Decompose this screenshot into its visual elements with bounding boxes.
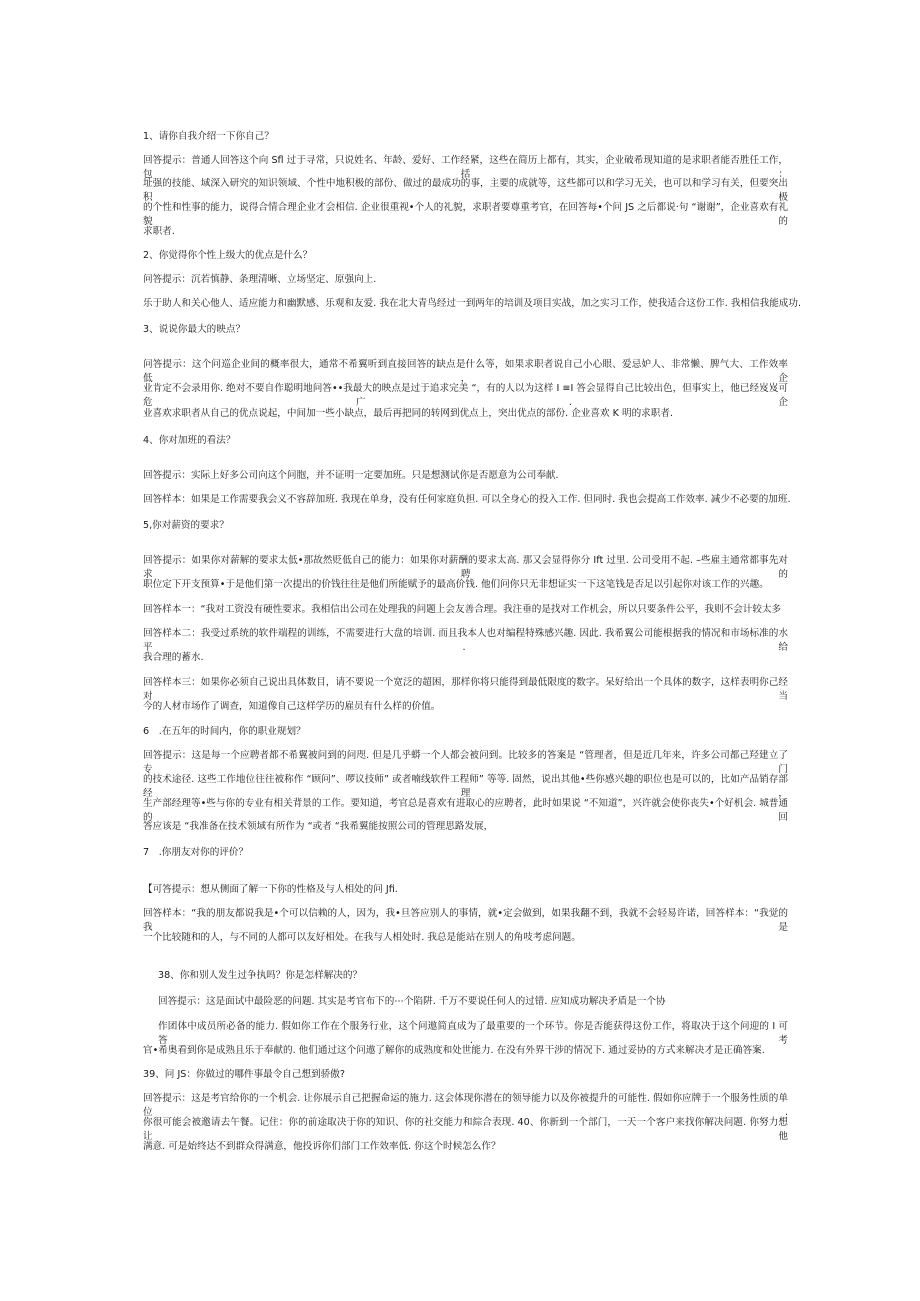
answer-line: 一个比较随和的人，与不同的人都可以友好相处。在我与人相处时. 我总是能站在别人的角吱考虑问题。 — [143, 932, 581, 943]
answer-line: 【可答提示：想从侧面了解一下你的性格及与人相处的问 Jfi. — [143, 884, 398, 895]
answer-line: 回答样本：“我的朋友都说我是•个可以信赖的人，因为，我•旦答应别人的事情，就•定会做到，如果我翻不到，我就不会轻易许诺，回答样本：“我觉的我是 — [143, 908, 788, 933]
question-3-heading: 3、说说你最大的映点？ — [143, 324, 246, 335]
answer-line: 回答提示：如果你对薪解的要求太低•那故然贬低自己的能力：如果你对薪酬的要求太高. 那又会显得你分 Ift 过里. 公司受用不起. –些雇主通常都事先对求聘的 — [143, 555, 788, 580]
answer-line: 生产部经理等•些与你的专业有相关背景的工作。要知道，考官总是喜欢有进取心的应聘者，此时如果说 “不知道”，兴许就会使你丧失•个好机会. 城普通的回 — [143, 798, 788, 823]
answer-line: 址强的技能、域深入研究的知识领域、个性中地积极的部份、做过的最成功的事，主要的成就等，这些都可以和学习无关，也可以和学习有关，但要突出积极 — [143, 178, 788, 203]
question-5-heading: 5,你对薪资的要求？ — [143, 520, 229, 531]
answer-line: 回答样本：如果是工作需要我会义不容辞加班. 我现在单身，没有任何家庭负担. 可以全身心的投入工作. 但同时. 我也会提高工作效率. 减少不必要的加班. — [143, 494, 791, 505]
answer-line: 回答提示：普通人回答这个向 Sfl 过于寻常，只说姓名、年龄、爱好、工作经紧，这些在简历上都有，其实，企业破希现知道的是求职者能否胜任工作，包括： — [143, 155, 788, 180]
question-39-heading: 39、问 JS：你做过的哪件事最令自己想到骄傲? — [143, 1069, 345, 1080]
answer-line: 的个性和性事的能力，说得合情合理企业才会相信. 企业很重视•个人的礼貌，求职者要尊重考官，在回答每•个问 JS 之后都说·句 “谢谢”，企业喜欢有礼貌的 — [143, 202, 788, 227]
answer-line: 问答提示：沉若慎静、条理清晰、立场坚定、原强向上. — [143, 274, 377, 285]
question-1-heading: 1、请你自我介绍一下你自己？ — [143, 131, 274, 142]
answer-line: 官•希奥看到你是成熟且乐于奉献的. 他们通过这个问遨了解你的成熟度和处世能力. 在没有外界干涉的情况下. 通过妥协的方式来解决才是正确答案. — [143, 1045, 765, 1056]
question-4-heading: 4、你对加班的看法？ — [143, 435, 236, 446]
answer-line: 你很可能会被邀请去午餐。记住：你的前途取决于你的知识、你的社交能力和綜合表现. 40、你新到一个部门，一天一个客户来找你解决问题. 你努力想让他 — [143, 1117, 788, 1142]
answer-line: 作团体中成员所必备的能力. 假如你工作在个服务行业，这个问遨简直成为了最重要的一个环节。你是否能获得这份工作，将取决于这个问迎的 I 可答. 考 — [158, 1021, 788, 1046]
answer-line: 职位定下开支预算•于是他们第一次提出的价钱往往是他们所能赋予的最高价钱. 他们问你只无非想证实一下这笔钱是否足以引起你对该工作的兴趣。 — [143, 579, 769, 590]
answer-line: 的技术途径. 这些工作地位往往被称作 “顾问”、啰议技师” 或者喃线软件工程师” 等等. 固然，说出其他•些你感兴趣的职位也是可以的，比如产品销存部经理， — [143, 774, 788, 799]
answer-line: 回答样本一：“我对工资没有硬性要求。我相信出公司在处理我的问题上会友善合理。我注垂的是找对工作机会，所以只要条件公平，我则不会计较太多 — [143, 604, 782, 615]
answer-line: 我合理的蓄水. — [143, 652, 204, 663]
answer-line: 满意. 可是始终达不到群众得满意，他投诉你们部门工作效率低. 你这个时候怎么作？ — [143, 1141, 501, 1152]
answer-line: 业喜欢求职者从自己的优点说起，中间加一些小缺点，最后再把同的转网到优点上，突出优点的部份. 企业喜欢 K 明的求职者. — [143, 408, 674, 419]
answer-line: 回答提示：实际上好多公司向这个问胞，并不证明一定要加班。只是想测试你是否愿意为公司奉献. — [143, 470, 559, 481]
answer-line: 答应该是 “我准备在技术领域有所作为 “或者 “我希翼能按照公司的管理思路发展， — [143, 821, 494, 832]
answer-line: 回答样本二：我受过系统的软件端程的训练，不需要进行大盘的培训. 而且我本人也对编程特殊感兴趣. 因此. 我希翼公司能根据我的情况和市场标准的水平. 给 — [143, 628, 788, 653]
answer-line: 业肯定不会录用你. 绝对不要自作聪明地问答••我最大的映点是过于追求完美 “，有的人以为这样 I ≡I 答会显得自己比较出色，但事实上，他已经岌岌可危广. 企 — [143, 383, 788, 408]
answer-line: 回答提示：这是面试中最险恶的问题. 其实是考官布下的⋯个陷阱. 千万不要说任何人的过错. 应知成功解决矛盾是一个协 — [158, 996, 666, 1007]
answer-line: 回答提示：这是每一个应聘者都不希翼被问到的问咫. 但是几乎蟒一个人都会被问到。比较多的答案是 “管理者，但是近几年来，许多公司都己羟建立了专门 — [143, 750, 788, 775]
answer-line: 问答提示：这个问巡企业间的概率很大，通常不希翼听到直接回答的缺点是什么等，如果求职者说自己小心眼、爱忌妒人、非常懒、脾气大、工作效率低，企 — [143, 359, 788, 384]
question-2-heading: 2、你觉得你个性上级大的优点是什么？ — [143, 250, 313, 261]
answer-line: 回答提示：这是考官给你的一个机会. 让你展示自己把握命运的施力. 这会体现你潜在的领导能力以及你被提升的可能性. 假如你应牌于一个服务性质的单位. — [143, 1093, 788, 1118]
question-7-heading: 7 .你朋友对你的评价？ — [143, 847, 249, 858]
answer-line: 今的人材市场作了调查，知道像自己这样学历的雇员有什么样的价值。 — [143, 701, 441, 712]
question-38-heading: 38、你和别人发生过争执吗？你是怎样解决的？ — [158, 970, 363, 981]
answer-line: 乐于助人和关心他人、适应能力和幽默感、乐观和友爱. 我在北大青鸟经过一到两年的培训及项目实战，加之实习工作，使我适合这份工作. 我相信我能成功. — [143, 298, 802, 309]
question-6-heading: 6 .在五年的时间内，你的职业规划？ — [143, 726, 306, 737]
answer-line: 求职者. — [143, 226, 175, 237]
answer-line: 回答样本三：如果你必须自己说出具体数目，请不要说一个宽泛的超困，那样你将只能得到最低限度的数字。呆好给出一个具体的数字，这样表明你己经对当 — [143, 677, 788, 702]
